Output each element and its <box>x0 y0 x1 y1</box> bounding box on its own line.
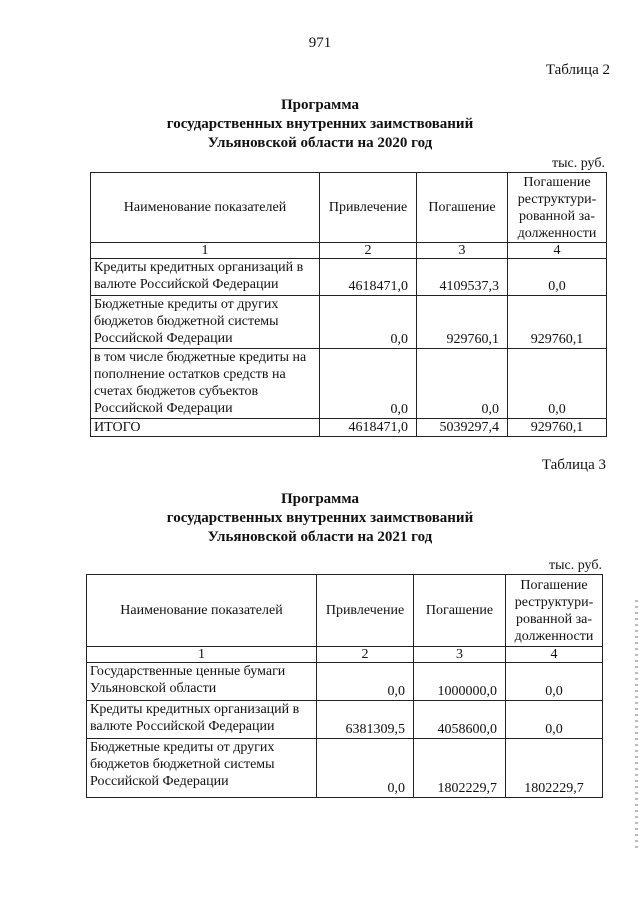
column-number: 2 <box>320 243 417 259</box>
row-name: Кредиты кредитных организаций в валюте Российской Федерации <box>91 259 320 296</box>
column-number: 4 <box>508 243 607 259</box>
cell-value: 0,0 <box>317 739 414 798</box>
table-label: Таблица 3 <box>541 457 606 473</box>
column-number: 3 <box>417 243 508 259</box>
scan-margin-marks <box>635 600 638 850</box>
column-number: 4 <box>506 647 603 663</box>
table-row <box>87 739 603 798</box>
cell-value: 0,0 <box>506 663 603 701</box>
column-number: 1 <box>91 243 320 259</box>
cell-value: 0,0 <box>320 296 417 349</box>
row-name: ИТОГО <box>91 419 320 437</box>
table-row <box>87 663 603 701</box>
cell-value: 5039297,4 <box>417 419 508 437</box>
cell-value: 6381309,5 <box>317 701 414 739</box>
cell-value: 4109537,3 <box>417 259 508 296</box>
table-title <box>0 96 640 153</box>
cell-value: 0,0 <box>508 349 607 419</box>
header-cell: Погашение <box>417 173 508 243</box>
total-row <box>91 419 607 437</box>
row-name: Кредиты кредитных организаций в валюте Российской Федерации <box>87 701 317 739</box>
cell-value: 929760,1 <box>508 296 607 349</box>
cell-value: 0,0 <box>508 259 607 296</box>
cell-value: 4058600,0 <box>414 701 506 739</box>
title-line: Ульяновской области на 2021 год <box>207 529 433 545</box>
cell-value: 4618471,0 <box>320 259 417 296</box>
header-cell: Погашение реструктури-рованной за-долженности <box>508 173 607 243</box>
column-number: 2 <box>317 647 414 663</box>
title-line: государственных внутренних заимствований <box>166 116 474 132</box>
cell-value: 0,0 <box>317 663 414 701</box>
header-cell: Привлечение <box>320 173 417 243</box>
cell-value: 1000000,0 <box>414 663 506 701</box>
title-line: Ульяновской области на 2020 год <box>207 135 433 151</box>
borrowing-table-2020 <box>90 172 607 437</box>
table-title <box>0 490 640 547</box>
cell-value: 0,0 <box>506 701 603 739</box>
row-name: Бюджетные кредиты от других бюджетов бюджетной системы Российской Федерации <box>87 739 317 798</box>
column-number: 1 <box>87 647 317 663</box>
header-cell: Привлечение <box>317 575 414 647</box>
column-number: 3 <box>414 647 506 663</box>
cell-value: 929760,1 <box>508 419 607 437</box>
row-name: Государственные ценные бумаги Ульяновской области <box>87 663 317 701</box>
table-row <box>87 701 603 739</box>
cell-value: 1802229,7 <box>414 739 506 798</box>
borrowing-table-2021 <box>86 574 603 798</box>
table-row <box>91 296 607 349</box>
title-line: Программа <box>281 97 359 113</box>
cell-value: 0,0 <box>417 349 508 419</box>
page-number: 971 <box>308 35 332 51</box>
units-label: тыс. руб. <box>552 156 605 171</box>
units-label: тыс. руб. <box>549 558 602 573</box>
row-name: в том числе бюджетные кредиты на пополнение остатков средств на счетах бюджетов субъектов Российской Федерации <box>91 349 320 419</box>
title-line: государственных внутренних заимствований <box>166 510 474 526</box>
table-row <box>91 259 607 296</box>
cell-value: 4618471,0 <box>320 419 417 437</box>
header-cell: Наименование показателей <box>87 575 317 647</box>
title-line: Программа <box>281 491 359 507</box>
table-row <box>91 349 607 419</box>
cell-value: 1802229,7 <box>506 739 603 798</box>
header-cell: Наименование показателей <box>91 173 320 243</box>
cell-value: 929760,1 <box>417 296 508 349</box>
table-label: Таблица 2 <box>545 62 610 78</box>
header-cell: Погашение <box>414 575 506 647</box>
row-name: Бюджетные кредиты от других бюджетов бюджетной системы Российской Федерации <box>91 296 320 349</box>
cell-value: 0,0 <box>320 349 417 419</box>
header-cell: Погашение реструктури-рованной за-долженности <box>506 575 603 647</box>
